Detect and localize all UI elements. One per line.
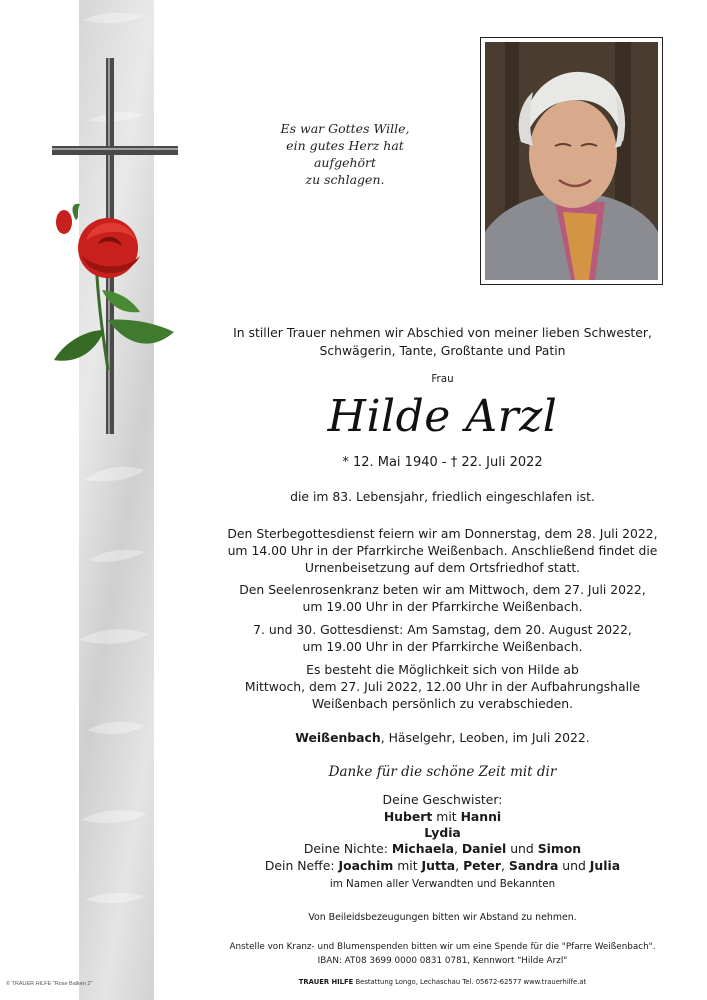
place-rest: , Häselgehr, Leoben, im Juli 2022. [380,730,590,745]
connector: , [455,858,464,873]
portrait-photo [485,42,658,280]
funeral-line: Den Sterbegottesdienst feiern wir am Donnerstag, dem 28. Juli 2022, [227,526,658,541]
nephew-name: Joachim [338,858,394,873]
image-credit: © TRAUER HILFE "Rose Balken 2" [6,981,93,987]
family-nephew-line [195,858,690,874]
verse-line: aufgehört [313,155,377,170]
footer [195,974,690,990]
relative-name: Jutta [421,858,456,873]
life-dates: * 12. Mai 1940 - † 22. Juli 2022 [342,455,543,470]
niece-name: Daniel [461,841,507,856]
portrait-frame [480,37,663,285]
connector: , [501,858,509,873]
family-sibling-line [195,825,690,841]
rosary-line: Den Seelenrosenkranz beten wir am Mittwoch, dem 27. Juli 2022, [239,582,646,597]
footer-brand: TRAUER HILFE [298,978,354,986]
mass-line: 7. und 30. Gottesdienst: Am Samstag, dem 20. August 2022, [253,622,632,637]
relative-name: Julia [589,858,621,873]
family-nieces-line [195,841,690,857]
family-siblings-label: Deine Geschwister: [382,792,503,807]
connector: und [506,841,538,856]
relatives-line: im Namen aller Verwandten und Bekannten [329,878,556,890]
nephew-label: Dein Neffe: [264,858,339,873]
niece-name: Simon [537,841,582,856]
donation-line: IBAN: AT08 3699 0000 0831 0781, Kennwort "Hilde Arzl" [317,956,568,966]
place-date [195,730,690,746]
sibling-name: Lydia [424,825,461,840]
nieces-label: Deine Nichte: [303,841,392,856]
verse-line: Es war Gottes Wille, [280,121,410,136]
verse [265,120,425,188]
salutation: Frau [431,373,454,385]
sibling-partner: Hanni [460,809,502,824]
farewell-line: Mittwoch, dem 27. Juli 2022, 12.00 Uhr in der Aufbahrungshalle [244,679,641,694]
farewell-line: Es besteht die Möglichkeit sich von Hilde ab [306,662,579,677]
connector: mit [432,809,461,824]
age-line: die im 83. Lebensjahr, friedlich eingeschlafen ist. [290,489,595,504]
farewell-line: Weißenbach persönlich zu verabschieden. [311,696,574,711]
relative-name: Peter [463,858,501,873]
funeral-line: Urnenbeisetzung auf dem Ortsfriedhof statt. [304,560,581,575]
footer-text: Bestattung Longo, Lechaschau Tel. 05672-62577 www.trauerhilfe.at [353,978,587,986]
verse-line: zu schlagen. [305,172,385,187]
place-bold: Weißenbach [295,730,381,745]
sibling-name: Hubert [383,809,433,824]
intro-line: In stiller Trauer nehmen wir Abschied von meiner lieben Schwester, [233,325,652,340]
intro-line: Schwägerin, Tante, Großtante und Patin [319,343,566,358]
verse-line: ein gutes Herz hat [286,138,404,153]
mass-line: um 19.00 Uhr in der Pfarrkirche Weißenbach. [302,639,583,654]
rosary-line: um 19.00 Uhr in der Pfarrkirche Weißenbach. [302,599,583,614]
family-sibling-line [195,809,690,825]
deceased-name: Hilde Arzl [327,391,558,442]
connector: und [558,858,590,873]
connector: mit [393,858,422,873]
donation-line: Anstelle von Kranz- und Blumenspenden bitten wir um eine Spende für die "Pfarre Weißenbach". [229,942,656,952]
funeral-line: um 14.00 Uhr in der Pfarrkirche Weißenbach. Anschließend findet die [227,543,658,558]
rose-icon [36,200,181,380]
niece-name: Michaela [391,841,454,856]
relative-name: Sandra [508,858,559,873]
connector: , [453,841,462,856]
condolence-note: Von Beileidsbezeugungen bitten wir Abstand zu nehmen. [308,912,577,923]
thanks-line: Danke für die schöne Zeit mit dir [328,764,557,780]
